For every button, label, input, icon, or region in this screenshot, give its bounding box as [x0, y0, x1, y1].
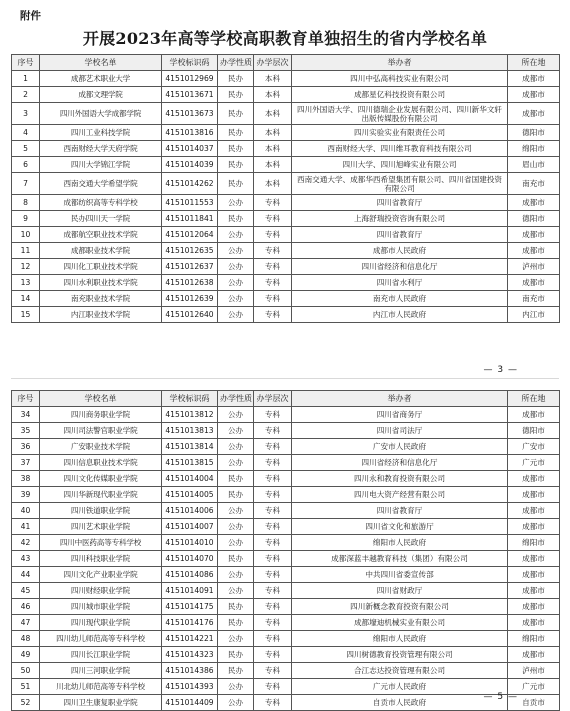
cell-level: 专科	[254, 679, 292, 695]
cell-school-code: 4151013671	[162, 87, 218, 103]
table-row	[12, 423, 560, 439]
cell-sponsor: 成都深蓝丰越教育科技（集团）有限公司	[292, 551, 508, 567]
cell-school-name: 四川幼儿师范高等专科学校	[40, 631, 162, 647]
cell-level: 本科	[254, 125, 292, 141]
cell-location: 绵阳市	[508, 535, 560, 551]
cell-school-name: 广安职业技术学院	[40, 439, 162, 455]
cell-level: 专科	[254, 551, 292, 567]
cell-sponsor: 四川省财政厅	[292, 583, 508, 599]
cell-sponsor: 四川树德教育投资管理有限公司	[292, 647, 508, 663]
cell-location: 德阳市	[508, 125, 560, 141]
cell-sponsor: 成都市人民政府	[292, 243, 508, 259]
table-row	[12, 439, 560, 455]
cell-row-number: 43	[12, 551, 40, 567]
cell-ownership: 民办	[218, 615, 254, 631]
cell-sponsor: 四川省文化和旅游厅	[292, 519, 508, 535]
cell-ownership: 公办	[218, 307, 254, 323]
school-table-part2	[11, 390, 560, 711]
cell-school-code: 4151013815	[162, 455, 218, 471]
cell-school-name: 四川城市职业学院	[40, 599, 162, 615]
cell-school-code: 4151012640	[162, 307, 218, 323]
cell-ownership: 公办	[218, 439, 254, 455]
cell-school-name: 四川华新现代职业学院	[40, 487, 162, 503]
cell-level: 专科	[254, 423, 292, 439]
cell-sponsor: 合江志达投资管理有限公司	[292, 663, 508, 679]
cell-sponsor: 四川永和教育投资有限公司	[292, 471, 508, 487]
cell-sponsor: 四川省教育厅	[292, 503, 508, 519]
table-header-row	[12, 391, 560, 407]
cell-school-name: 南充职业技术学院	[40, 291, 162, 307]
table-row	[12, 87, 560, 103]
cell-location: 成都市	[508, 615, 560, 631]
cell-location: 德阳市	[508, 423, 560, 439]
cell-row-number: 40	[12, 503, 40, 519]
cell-sponsor: 四川省商务厅	[292, 407, 508, 423]
cell-school-name: 四川三河职业学院	[40, 663, 162, 679]
cell-level: 专科	[254, 535, 292, 551]
cell-level: 专科	[254, 631, 292, 647]
cell-location: 成都市	[508, 103, 560, 125]
cell-ownership: 公办	[218, 291, 254, 307]
cell-location: 南充市	[508, 173, 560, 195]
cell-school-code: 4151013812	[162, 407, 218, 423]
cell-level: 专科	[254, 455, 292, 471]
cell-level: 专科	[254, 307, 292, 323]
cell-row-number: 35	[12, 423, 40, 439]
cell-ownership: 民办	[218, 647, 254, 663]
cell-location: 成都市	[508, 471, 560, 487]
cell-school-code: 4151014393	[162, 679, 218, 695]
table-row	[12, 455, 560, 471]
cell-school-code: 4151012638	[162, 275, 218, 291]
cell-location: 成都市	[508, 195, 560, 211]
table-row	[12, 125, 560, 141]
table-row	[12, 631, 560, 647]
column-header-level: 办学层次	[254, 55, 292, 71]
cell-school-code: 4151012637	[162, 259, 218, 275]
cell-level: 专科	[254, 471, 292, 487]
cell-school-name: 成都文理学院	[40, 87, 162, 103]
cell-row-number: 34	[12, 407, 40, 423]
cell-location: 成都市	[508, 487, 560, 503]
cell-row-number: 45	[12, 583, 40, 599]
page-number: — 3 —	[483, 365, 518, 375]
cell-level: 专科	[254, 503, 292, 519]
table-row	[12, 519, 560, 535]
table-row	[12, 243, 560, 259]
cell-ownership: 公办	[218, 631, 254, 647]
attachment-label: 附件	[20, 10, 41, 22]
cell-ownership: 民办	[218, 599, 254, 615]
table-row	[12, 663, 560, 679]
cell-ownership: 公办	[218, 695, 254, 711]
cell-school-name: 四川商务职业学院	[40, 407, 162, 423]
table-row	[12, 695, 560, 711]
cell-row-number: 14	[12, 291, 40, 307]
cell-location: 泸州市	[508, 259, 560, 275]
cell-school-name: 川北幼儿师范高等专科学校	[40, 679, 162, 695]
table-row	[12, 407, 560, 423]
cell-row-number: 10	[12, 227, 40, 243]
cell-school-code: 4151012639	[162, 291, 218, 307]
table-body	[12, 71, 560, 323]
cell-school-code: 4151012635	[162, 243, 218, 259]
cell-school-name: 四川化工职业技术学院	[40, 259, 162, 275]
cell-ownership: 民办	[218, 487, 254, 503]
cell-school-name: 四川文化传媒职业学院	[40, 471, 162, 487]
cell-school-name: 四川外国语大学成都学院	[40, 103, 162, 125]
cell-school-code: 4151011841	[162, 211, 218, 227]
cell-ownership: 公办	[218, 259, 254, 275]
cell-school-code: 4151014409	[162, 695, 218, 711]
cell-location: 成都市	[508, 647, 560, 663]
cell-ownership: 民办	[218, 551, 254, 567]
cell-school-code: 4151012064	[162, 227, 218, 243]
cell-ownership: 公办	[218, 455, 254, 471]
cell-row-number: 46	[12, 599, 40, 615]
cell-school-name: 四川信息职业技术学院	[40, 455, 162, 471]
cell-row-number: 38	[12, 471, 40, 487]
cell-sponsor: 四川省教育厅	[292, 195, 508, 211]
cell-school-name: 四川长江职业学院	[40, 647, 162, 663]
cell-ownership: 民办	[218, 125, 254, 141]
column-header-school-name: 学校名单	[40, 55, 162, 71]
table-row	[12, 567, 560, 583]
column-header-location: 所在地	[508, 55, 560, 71]
cell-row-number: 3	[12, 103, 40, 125]
cell-ownership: 公办	[218, 503, 254, 519]
cell-location: 成都市	[508, 407, 560, 423]
cell-sponsor: 四川省经济和信息化厅	[292, 259, 508, 275]
cell-sponsor: 四川省水利厅	[292, 275, 508, 291]
cell-sponsor: 成都壕迪机械实业有限公司	[292, 615, 508, 631]
cell-sponsor: 自贡市人民政府	[292, 695, 508, 711]
cell-sponsor: 广安市人民政府	[292, 439, 508, 455]
cell-level: 本科	[254, 173, 292, 195]
table-row	[12, 307, 560, 323]
cell-school-code: 4151013816	[162, 125, 218, 141]
table-row	[12, 647, 560, 663]
cell-ownership: 民办	[218, 471, 254, 487]
cell-school-code: 4151014176	[162, 615, 218, 631]
cell-level: 本科	[254, 87, 292, 103]
cell-school-code: 4151014175	[162, 599, 218, 615]
cell-school-name: 四川文化产业职业学院	[40, 567, 162, 583]
cell-school-name: 西南交通大学希望学院	[40, 173, 162, 195]
cell-location: 成都市	[508, 275, 560, 291]
cell-school-name: 成都航空职业技术学院	[40, 227, 162, 243]
cell-row-number: 49	[12, 647, 40, 663]
cell-school-name: 四川现代职业学院	[40, 615, 162, 631]
column-header-sponsor: 举办者	[292, 55, 508, 71]
cell-school-name: 四川水利职业技术学院	[40, 275, 162, 291]
cell-ownership: 公办	[218, 679, 254, 695]
cell-level: 专科	[254, 519, 292, 535]
cell-location: 成都市	[508, 87, 560, 103]
cell-location: 德阳市	[508, 211, 560, 227]
cell-ownership: 公办	[218, 227, 254, 243]
cell-level: 专科	[254, 227, 292, 243]
cell-location: 成都市	[508, 567, 560, 583]
table-row	[12, 227, 560, 243]
cell-row-number: 7	[12, 173, 40, 195]
cell-location: 成都市	[508, 599, 560, 615]
cell-row-number: 1	[12, 71, 40, 87]
cell-sponsor: 成都星亿科技投资有限公司	[292, 87, 508, 103]
cell-row-number: 44	[12, 567, 40, 583]
cell-school-code: 4151013814	[162, 439, 218, 455]
column-header-level: 办学层次	[254, 391, 292, 407]
table-row	[12, 103, 560, 125]
column-header-school-code: 学校标识码	[162, 55, 218, 71]
cell-location: 南充市	[508, 291, 560, 307]
cell-school-code: 4151014037	[162, 141, 218, 157]
cell-school-code: 4151011553	[162, 195, 218, 211]
cell-sponsor: 四川中弘高科技实业有限公司	[292, 71, 508, 87]
cell-level: 专科	[254, 695, 292, 711]
cell-row-number: 41	[12, 519, 40, 535]
cell-sponsor: 广元市人民政府	[292, 679, 508, 695]
cell-location: 眉山市	[508, 157, 560, 173]
cell-row-number: 47	[12, 615, 40, 631]
cell-level: 专科	[254, 647, 292, 663]
cell-school-code: 4151014386	[162, 663, 218, 679]
column-header-location: 所在地	[508, 391, 560, 407]
cell-sponsor: 四川省教育厅	[292, 227, 508, 243]
cell-level: 专科	[254, 567, 292, 583]
cell-ownership: 民办	[218, 71, 254, 87]
cell-sponsor: 四川省经济和信息化厅	[292, 455, 508, 471]
cell-school-code: 4151014010	[162, 535, 218, 551]
table-body	[12, 407, 560, 711]
cell-sponsor: 绵阳市人民政府	[292, 535, 508, 551]
table-row	[12, 615, 560, 631]
cell-row-number: 6	[12, 157, 40, 173]
table-row	[12, 173, 560, 195]
cell-school-code: 4151013813	[162, 423, 218, 439]
cell-sponsor: 四川省司法厅	[292, 423, 508, 439]
cell-level: 本科	[254, 141, 292, 157]
table-row	[12, 487, 560, 503]
cell-location: 成都市	[508, 519, 560, 535]
cell-school-name: 成都纺织高等专科学校	[40, 195, 162, 211]
cell-row-number: 48	[12, 631, 40, 647]
column-header-school-name: 学校名单	[40, 391, 162, 407]
cell-ownership: 公办	[218, 583, 254, 599]
cell-location: 成都市	[508, 71, 560, 87]
cell-level: 专科	[254, 439, 292, 455]
cell-sponsor: 西南交通大学、成都华西希望集团有限公司、四川省国建投资有限公司	[292, 173, 508, 195]
cell-sponsor: 四川外国语大学、四川德瑞企业发展有限公司、四川新华文轩出版传媒股份有限公司	[292, 103, 508, 125]
cell-school-code: 4151014221	[162, 631, 218, 647]
cell-school-code: 4151014004	[162, 471, 218, 487]
cell-sponsor: 西南财经大学、四川维耳教育科技有限公司	[292, 141, 508, 157]
cell-sponsor: 四川实验实业有限责任公司	[292, 125, 508, 141]
cell-ownership: 民办	[218, 141, 254, 157]
cell-level: 专科	[254, 275, 292, 291]
cell-level: 专科	[254, 615, 292, 631]
cell-school-name: 四川大学锦江学院	[40, 157, 162, 173]
cell-level: 专科	[254, 407, 292, 423]
column-header-row-number: 序号	[12, 391, 40, 407]
table-row	[12, 195, 560, 211]
cell-ownership: 民办	[218, 663, 254, 679]
cell-level: 本科	[254, 103, 292, 125]
cell-ownership: 民办	[218, 173, 254, 195]
cell-school-name: 西南财经大学天府学院	[40, 141, 162, 157]
cell-row-number: 8	[12, 195, 40, 211]
cell-level: 专科	[254, 211, 292, 227]
cell-location: 泸州市	[508, 663, 560, 679]
cell-ownership: 民办	[218, 157, 254, 173]
table-row	[12, 291, 560, 307]
cell-ownership: 公办	[218, 423, 254, 439]
cell-school-name: 四川工业科技学院	[40, 125, 162, 141]
page-divider	[11, 378, 559, 379]
cell-sponsor: 内江市人民政府	[292, 307, 508, 323]
cell-sponsor: 四川大学、四川旭峰实业有限公司	[292, 157, 508, 173]
cell-school-name: 内江职业技术学院	[40, 307, 162, 323]
cell-row-number: 12	[12, 259, 40, 275]
cell-ownership: 民办	[218, 103, 254, 125]
cell-row-number: 37	[12, 455, 40, 471]
cell-school-code: 4151014005	[162, 487, 218, 503]
table-row	[12, 471, 560, 487]
cell-school-code: 4151014070	[162, 551, 218, 567]
cell-location: 广元市	[508, 455, 560, 471]
column-header-sponsor: 举办者	[292, 391, 508, 407]
cell-sponsor: 四川电大资产经营有限公司	[292, 487, 508, 503]
cell-row-number: 42	[12, 535, 40, 551]
column-header-ownership: 办学性质	[218, 55, 254, 71]
cell-row-number: 50	[12, 663, 40, 679]
page-title: 开展2023年高等学校高职教育单独招生的省内学校名单	[82, 29, 488, 48]
cell-location: 绵阳市	[508, 141, 560, 157]
cell-location: 成都市	[508, 227, 560, 243]
cell-school-name: 四川财经职业学院	[40, 583, 162, 599]
column-header-ownership: 办学性质	[218, 391, 254, 407]
cell-row-number: 5	[12, 141, 40, 157]
cell-location: 成都市	[508, 243, 560, 259]
cell-school-name: 四川中医药高等专科学校	[40, 535, 162, 551]
cell-row-number: 11	[12, 243, 40, 259]
cell-school-code: 4151013673	[162, 103, 218, 125]
cell-school-name: 四川艺术职业学院	[40, 519, 162, 535]
cell-level: 专科	[254, 663, 292, 679]
cell-location: 内江市	[508, 307, 560, 323]
cell-level: 专科	[254, 291, 292, 307]
school-table-part1	[11, 54, 560, 323]
cell-row-number: 4	[12, 125, 40, 141]
table-row	[12, 275, 560, 291]
cell-row-number: 51	[12, 679, 40, 695]
cell-level: 专科	[254, 259, 292, 275]
cell-level: 专科	[254, 583, 292, 599]
cell-school-code: 4151012969	[162, 71, 218, 87]
cell-sponsor: 四川新概念教育投资有限公司	[292, 599, 508, 615]
cell-ownership: 公办	[218, 567, 254, 583]
cell-school-name: 四川司法警官职业学院	[40, 423, 162, 439]
table-row	[12, 551, 560, 567]
cell-school-code: 4151014007	[162, 519, 218, 535]
column-header-school-code: 学校标识码	[162, 391, 218, 407]
cell-ownership: 民办	[218, 211, 254, 227]
cell-row-number: 2	[12, 87, 40, 103]
cell-location: 成都市	[508, 551, 560, 567]
cell-sponsor: 绵阳市人民政府	[292, 631, 508, 647]
table-row	[12, 157, 560, 173]
cell-location: 广元市	[508, 679, 560, 695]
cell-level: 本科	[254, 71, 292, 87]
table-row	[12, 141, 560, 157]
table-row	[12, 583, 560, 599]
cell-row-number: 36	[12, 439, 40, 455]
cell-ownership: 公办	[218, 519, 254, 535]
cell-school-code: 4151014039	[162, 157, 218, 173]
cell-ownership: 公办	[218, 535, 254, 551]
cell-school-code: 4151014006	[162, 503, 218, 519]
table-row	[12, 679, 560, 695]
cell-location: 成都市	[508, 503, 560, 519]
cell-location: 绵阳市	[508, 631, 560, 647]
cell-sponsor: 中共四川省委宣传部	[292, 567, 508, 583]
cell-school-name: 成都艺术职业大学	[40, 71, 162, 87]
table-row	[12, 599, 560, 615]
cell-location: 自贡市	[508, 695, 560, 711]
cell-sponsor: 上海舒瑞投资咨询有限公司	[292, 211, 508, 227]
cell-school-name: 四川卫生康复职业学院	[40, 695, 162, 711]
cell-ownership: 公办	[218, 275, 254, 291]
cell-row-number: 52	[12, 695, 40, 711]
page-number: — 5 —	[483, 692, 518, 702]
cell-row-number: 9	[12, 211, 40, 227]
cell-school-name: 四川科技职业学院	[40, 551, 162, 567]
table-row	[12, 535, 560, 551]
cell-ownership: 公办	[218, 195, 254, 211]
cell-location: 成都市	[508, 583, 560, 599]
cell-level: 专科	[254, 195, 292, 211]
cell-school-name: 民办四川天一学院	[40, 211, 162, 227]
cell-level: 专科	[254, 243, 292, 259]
cell-school-code: 4151014323	[162, 647, 218, 663]
table-row	[12, 71, 560, 87]
cell-school-name: 成都职业技术学院	[40, 243, 162, 259]
cell-ownership: 公办	[218, 243, 254, 259]
cell-school-code: 4151014086	[162, 567, 218, 583]
cell-row-number: 13	[12, 275, 40, 291]
cell-school-code: 4151014091	[162, 583, 218, 599]
table-row	[12, 211, 560, 227]
table-row	[12, 259, 560, 275]
cell-ownership: 民办	[218, 87, 254, 103]
cell-row-number: 39	[12, 487, 40, 503]
table-header-row	[12, 55, 560, 71]
cell-ownership: 公办	[218, 407, 254, 423]
column-header-row-number: 序号	[12, 55, 40, 71]
table-row	[12, 503, 560, 519]
cell-school-code: 4151014262	[162, 173, 218, 195]
cell-level: 专科	[254, 487, 292, 503]
cell-row-number: 15	[12, 307, 40, 323]
cell-level: 专科	[254, 599, 292, 615]
cell-location: 广安市	[508, 439, 560, 455]
cell-school-name: 四川铁道职业学院	[40, 503, 162, 519]
cell-sponsor: 南充市人民政府	[292, 291, 508, 307]
cell-level: 本科	[254, 157, 292, 173]
